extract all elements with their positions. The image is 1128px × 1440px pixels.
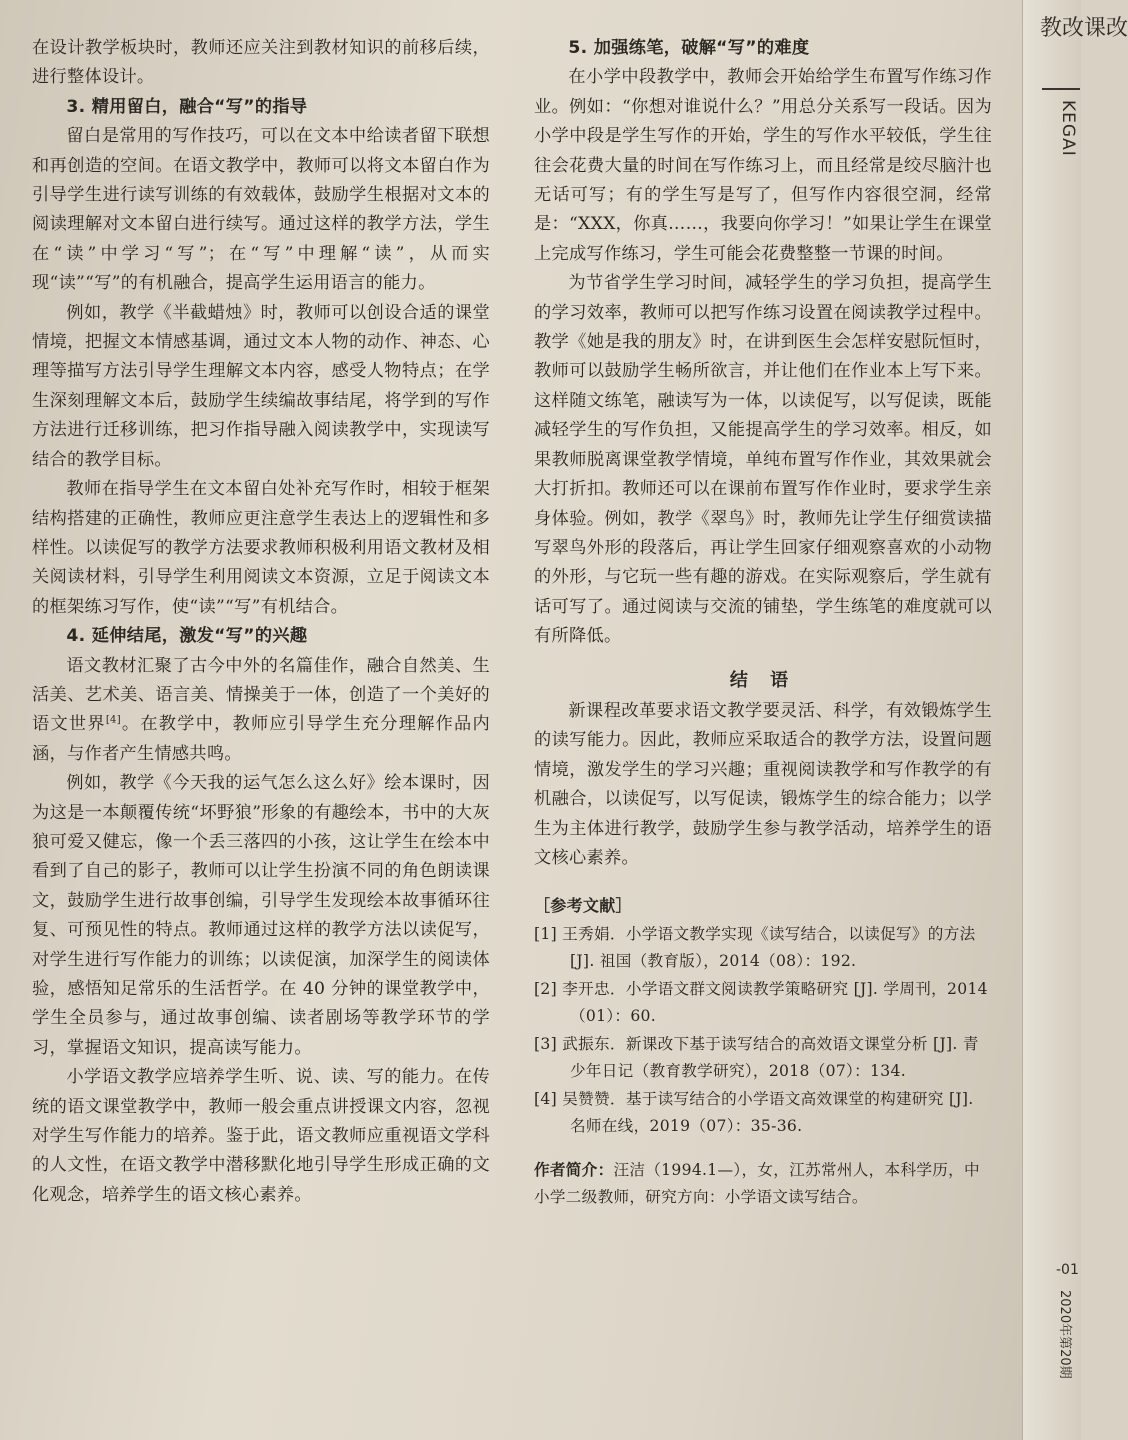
author-bio-text: 汪洁（1994.1—），女，江苏常州人，本科学历，中小学二级教师，研究方向：小学语文读写结合。	[534, 1160, 980, 1207]
paragraph: 新课程改革要求语文教学要灵活、科学，有效锻炼学生的读写能力。因此，教师应采取适合的教学方法，设置问题情境，激发学生的学习兴趣；重视阅读教学和写作教学的有机融合，以读促写，以写促读，锻炼学生的综合能力；以学生为主体进行教学，鼓励学生参与教学活动，培养学生的语文核心素养。	[534, 700, 992, 868]
left-column	[32, 34, 490, 1210]
reference-item: [4] 吴赞赞．基于读写结合的小学语文高效课堂的构建研究 [J]. 名师在线，2019（07）：35-36.	[534, 1089, 974, 1136]
paragraph-with-citation	[32, 652, 490, 770]
column-title: 教改课改	[1040, 16, 1128, 41]
reference-item: [1] 王秀娟．小学语文教学实现《读写结合，以读促写》的方法 [J]. 祖国（教育版），2014（08）：192.	[534, 924, 976, 971]
reference-item: [2] 李开忠．小学语文群文阅读教学策略研究 [J]. 学周刊，2014（01）：60.	[534, 979, 988, 1026]
conclusion-title: 结 语	[729, 669, 797, 691]
section-heading-3: 3. 精用留白，融合“写”的指导	[66, 96, 308, 117]
author-bio-label: 作者简介：	[534, 1160, 614, 1179]
section-heading-4: 4. 延伸结尾，激发“写”的兴趣	[66, 626, 308, 647]
paragraph: 例如，教学《今天我的运气怎么这么好》绘本课时，因为这是一本颠覆传统“坏野狼”形象的有趣绘本，书中的大灰狼可爱又健忘，像一个丢三落四的小孩，这让学生在绘本中看到了自己的影子，教师可以让学生扮演不同的角色朗读课文，鼓励学生进行故事创编，引导学生发现绘本故事循环往复、可预见性的特点。教师通过这样的教学方法以读促写，对学生进行写作能力的训练；以读促演，加深学生的阅读体验，感悟知足常乐的生活哲学。在 40 分钟的课堂教学中，学生全员参与，通过故事创编、读者剧场等教学环节的学习，掌握语文知识，提高读写能力。	[32, 773, 490, 1058]
paragraph: 例如，教学《半截蜡烛》时，教师可以创设合适的课堂情境，把握文本情感基调，通过文本人物的动作、神态、心理等描写方法引导学生理解文本内容，感受人物特点；在学生深刻理解文本后，鼓励学生续编故事结尾，将学到的写作方法进行迁移训练，把习作指导融入阅读教学中，实现读写结合的教学目标。	[32, 302, 490, 470]
paragraph: 教师在指导学生在文本留白处补充写作时，相较于框架结构搭建的正确性，教师应更注意学生表达上的逻辑性和多样性。以读促写的教学方法要求教师积极利用语文教材及相关阅读材料，引导学生利用阅读文本资源，立足于阅读文本的框架练习写作，使“读”“写”有机结合。	[32, 479, 490, 617]
paragraph: 留白是常用的写作技巧，可以在文本中给读者留下联想和再创造的空间。在语文教学中，教师可以将文本留白作为引导学生进行读写训练的有效载体，鼓励学生根据对文本的阅读理解对文本留白进行续写。通过这样的教学方法，学生在“读”中学习“写”；在“写”中理解“读”，从而实现“读”“写”的有机融合，提高学生运用语言的能力。	[32, 126, 490, 294]
section-heading-5: 5. 加强练笔，破解“写”的难度	[568, 38, 810, 58]
paragraph: 在设计教学板块时，教师还应关注到教材知识的前移后续，进行整体设计。	[32, 38, 490, 88]
paragraph: 为节省学生学习时间，减轻学生的学习负担，提高学生的学习效率，教师可以把写作练习设置在阅读教学过程中。教学《她是我的朋友》时，在讲到医生会怎样安慰阮恒时，教师可以鼓励学生畅所欲言，并让他们在作业本上写下来。这样随文练笔，融读写为一体，以读促写，以写促读，既能减轻学生的写作负担，又能提高学生的学习效率。相反，如果教师脱离课堂教学情境，单纯布置写作作业，其效果就会大打折扣。教师还可以在课前布置写作作业时，要求学生亲身体验。例如，教学《翠鸟》时，教师先让学生仔细赏读描写翠鸟外形的段落后，再让学生回家仔细观察喜欢的小动物的外形，与它玩一些有趣的游戏。在实际观察后，学生就有话可写了。通过阅读与交流的铺垫，学生练笔的难度就可以有所降低。	[534, 273, 992, 647]
paragraph-text: 。在教学中，教师应引导学生充分理解作品内涵，与作者产生情感共鸣。	[32, 714, 490, 764]
references-title: ［参考文献］	[534, 896, 632, 916]
divider	[1042, 88, 1080, 90]
paragraph: 小学语文教学应培养学生听、说、读、写的能力。在传统的语文课堂教学中，教师一般会重点讲授课文内容，忽视对学生写作能力的培养。鉴于此，语文教师应重视语文学科的人文性，在语文教学中潜移默化地引导学生形成正确的文化观念，培养学生的语文核心素养。	[32, 1067, 490, 1205]
reference-item: [3] 武振东．新课改下基于读写结合的高效语文课堂分析 [J]. 青少年日记（教育教学研究），2018（07）：134.	[534, 1034, 979, 1081]
page-number: -01	[1056, 1262, 1079, 1278]
issue-label: 2020年第20期	[1057, 1290, 1072, 1379]
right-column	[534, 34, 992, 1212]
citation-mark: [4]	[105, 714, 121, 726]
paragraph: 在小学中段教学中，教师会开始给学生布置写作练习作业。例如：“你想对谁说什么？”用总分关系写一段话。因为小学中段是学生写作的开始，学生的写作水平较低，学生往往会花费大量的时间在写作练习上，而且经常是绞尽脑汁也无话可写；有的学生写是写了，但写作内容很空洞，经常是：“XXX，你真……，我要向你学习！”如果让学生在课堂上完成写作练习，学生可能会花费整整一节课的时间。	[534, 67, 992, 264]
paragraph-text: 语文教材汇聚了古今中外的名篇佳作，融合自然美、生活美、艺术美、语言美、情操美于一体，创造了一个美好的语文世界	[32, 655, 490, 735]
author-bio	[534, 1157, 992, 1212]
column-title-english: KEGAI	[1058, 100, 1078, 157]
